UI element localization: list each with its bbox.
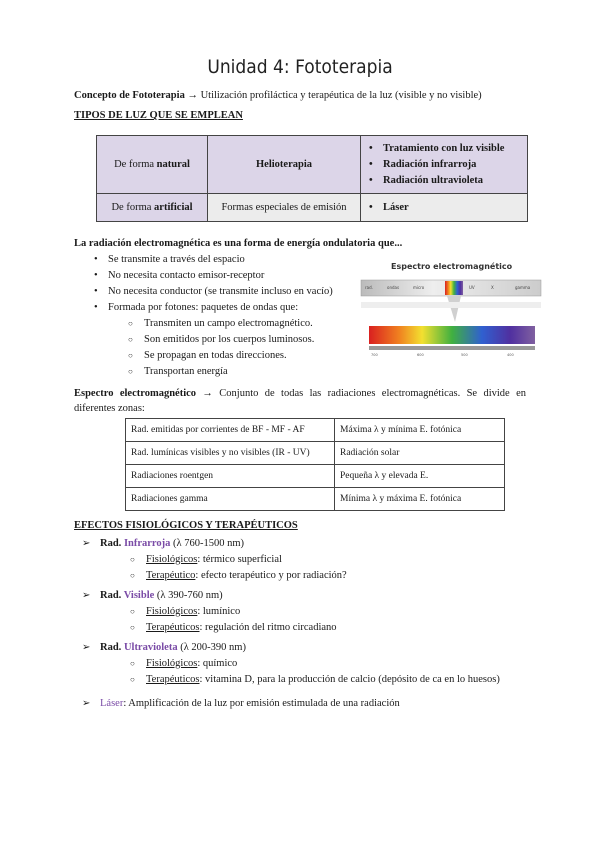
concept-label: Concepto de Fototerapia [74,90,185,101]
list-item: • No necesita conductor (se transmite incluso en vacío) [90,284,350,300]
effects-list [74,536,534,712]
table-row [97,194,528,222]
table-row [126,419,505,442]
list-item: • Radiación ultravioleta [365,173,523,189]
effect-laser: ➢ Láser: Amplificación de la luz por emisión estimulada de una radiación [74,696,534,712]
list-item: • No necesita contacto emisor-receptor [90,268,350,284]
table-cell: Pequeña λ y elevada E. [335,465,505,488]
spectrum-label: Espectro electromagnético [74,388,197,399]
concept-line [74,90,482,101]
concept-arrow: → [187,90,198,101]
list-item: • Tratamiento con luz visible [365,141,523,157]
table-cell: Mínima λ y máxima E. fotónica [335,488,505,511]
table-row [97,136,528,194]
list-item: ○ Terapéuticos: regulación del ritmo circadiano [130,620,534,636]
table-row [126,465,505,488]
list-item: ○ Transportan energía [128,364,348,380]
list-item: ○ Son emitidos por los cuerpos luminosos. [128,332,348,348]
list-item: • Láser [365,200,523,216]
table-cell: Radiaciones roentgen [126,465,335,488]
type-natural-cell: De forma natural [97,136,208,194]
list-item: ○ Terapéutico: efecto terapéutico y por radiación? [130,568,534,584]
photon-properties-list [128,316,348,380]
svg-text:ondas: ondas [387,285,400,290]
effect-visible: ➢ Rad. Visible (λ 390-760 nm) [74,588,534,604]
svg-text:700: 700 [371,353,378,357]
light-types-table [96,135,528,222]
type-artificial-cell: De forma artificial [97,194,208,222]
svg-text:400: 400 [507,353,514,357]
helioterapia-cell: Helioterapia [208,136,361,194]
list-item: ○ Transmiten un campo electromagnético. [128,316,348,332]
svg-text:gamma: gamma [515,285,531,290]
natural-items-cell [361,136,528,194]
spectrum-zones-table [125,418,505,511]
radiation-list [90,252,350,316]
svg-text:X: X [491,285,494,290]
list-item: ○ Fisiológicos: químico [130,656,534,672]
table-cell: Radiación solar [335,442,505,465]
table-cell: Rad. lumínicas visibles y no visibles (IR - UV) [126,442,335,465]
concept-text: Utilización profiláctica y terapéutica de la luz (visible y no visible) [200,90,482,101]
table-cell: Rad. emitidas por corrientes de BF - MF - AF [126,419,335,442]
special-emission-cell: Formas especiales de emisión [208,194,361,222]
table-cell: Radiaciones gamma [126,488,335,511]
effects-heading: EFECTOS FISIOLÓGICOS Y TERAPÉUTICOS [74,520,298,531]
svg-text:micro: micro [413,285,425,290]
list-item: ○ Se propagan en todas direcciones. [128,348,348,364]
svg-text:UV: UV [469,285,475,290]
effect-infrared: ➢ Rad. Infrarroja (λ 760-1500 nm) [74,536,534,552]
page-title: Unidad 4: Fototerapia [207,56,393,78]
svg-text:500: 500 [461,353,468,357]
types-heading: TIPOS DE LUZ QUE SE EMPLEAN [74,110,243,121]
artificial-items-cell [361,194,528,222]
spectrum-figure [357,262,545,366]
list-item: • Formada por fotones: paquetes de ondas que: [90,300,350,316]
spectrum-illustration [357,262,545,366]
spectrum-arrow: → [202,388,213,399]
svg-text:rad.: rad. [365,285,373,290]
table-cell: Máxima λ y mínima E. fotónica [335,419,505,442]
spectrum-definition [74,386,526,416]
list-item: • Radiación infrarroja [365,157,523,173]
effect-ultraviolet: ➢ Rad. Ultravioleta (λ 200-390 nm) [74,640,534,656]
radiation-heading: La radiación electromagnética es una forma de energía ondulatoria que... [74,238,403,249]
list-item: ○ Fisiológicos: lumínico [130,604,534,620]
table-row [126,442,505,465]
list-item: ○ Fisiológicos: térmico superficial [130,552,534,568]
svg-text:600: 600 [417,353,424,357]
table-row [126,488,505,511]
spectrum-text: Conjunto de todas las radiaciones electromagnéticas. Se divide en diferentes zonas: [74,388,526,414]
spectrum-figure-caption: Espectro electromagnético [391,262,513,271]
list-item: • Se transmite a través del espacio [90,252,350,268]
list-item: ○ Terapéuticos: vitamina D, para la producción de calcio (depósito de ca en lo huesos) [130,672,534,688]
